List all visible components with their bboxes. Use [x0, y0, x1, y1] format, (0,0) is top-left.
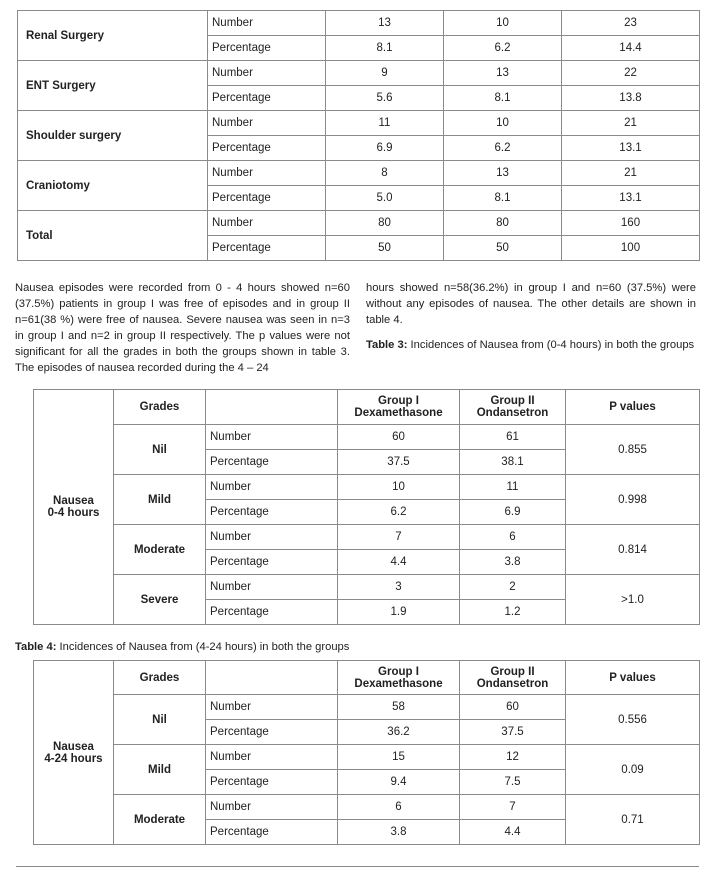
p-value: 0.998	[566, 475, 700, 525]
table-cell: 8	[326, 161, 444, 186]
p-value: 0.855	[566, 425, 700, 475]
caption-text: Incidences of Nausea from (4-24 hours) in both the groups	[56, 641, 350, 653]
row-type-label: Percentage	[206, 450, 338, 475]
table-row	[18, 111, 700, 136]
table-cell: 5.6	[326, 86, 444, 111]
table-cell: 4.4	[460, 820, 566, 845]
table-cell: 6	[460, 525, 566, 550]
table-row	[34, 575, 700, 600]
header-pvalues: P values	[566, 390, 700, 425]
row-type-label: Number	[206, 525, 338, 550]
table-cell: 7	[338, 525, 460, 550]
table-cell: 9	[326, 61, 444, 86]
body-paragraph-right: hours showed n=58(36.2%) in group I and n=60 (37.5%) were without any episodes of nausea. The other details are shown in table 4.	[366, 282, 696, 326]
table-cell: 6.2	[444, 136, 562, 161]
table-cell: 37.5	[460, 720, 566, 745]
row-type-label: Percentage	[206, 500, 338, 525]
row-type-label: Percentage	[208, 86, 326, 111]
grade-label: Nil	[114, 425, 206, 475]
table-row	[34, 425, 700, 450]
grade-label: Mild	[114, 745, 206, 795]
table-cell: 100	[562, 236, 700, 261]
header-group2: Group II Ondansetron	[460, 390, 566, 425]
table-cell: 1.9	[338, 600, 460, 625]
table-row	[34, 745, 700, 770]
row-label: Renal Surgery	[18, 11, 208, 61]
row-type-label: Percentage	[208, 236, 326, 261]
table-cell: 21	[562, 161, 700, 186]
table-cell: 13.1	[562, 186, 700, 211]
table-cell: 3.8	[460, 550, 566, 575]
table-cell: 36.2	[338, 720, 460, 745]
header-blank	[206, 390, 338, 425]
table-cell: 6.9	[460, 500, 566, 525]
table-cell: 12	[460, 745, 566, 770]
table-cell: 3.8	[338, 820, 460, 845]
table-cell: 14.4	[562, 36, 700, 61]
row-type-label: Percentage	[206, 550, 338, 575]
row-type-label: Number	[206, 475, 338, 500]
table-cell: 160	[562, 211, 700, 236]
table-cell: 8.1	[444, 186, 562, 211]
row-type-label: Percentage	[206, 600, 338, 625]
table-cell: 7	[460, 795, 566, 820]
row-type-label: Number	[208, 211, 326, 236]
table-cell: 13	[326, 11, 444, 36]
row-label: ENT Surgery	[18, 61, 208, 111]
caption-label: Table 3:	[366, 339, 408, 351]
row-type-label: Number	[206, 575, 338, 600]
table-cell: 11	[326, 111, 444, 136]
row-type-label: Number	[206, 745, 338, 770]
table-cell: 10	[338, 475, 460, 500]
table-cell: 5.0	[326, 186, 444, 211]
table-cell: 2	[460, 575, 566, 600]
table-cell: 23	[562, 11, 700, 36]
row-type-label: Percentage	[208, 186, 326, 211]
grade-label: Moderate	[114, 525, 206, 575]
table-cell: 6	[338, 795, 460, 820]
table-cell: 15	[338, 745, 460, 770]
header-group1: Group I Dexamethasone	[338, 390, 460, 425]
header-grades: Grades	[114, 390, 206, 425]
row-type-label: Percentage	[206, 720, 338, 745]
table-row	[34, 795, 700, 820]
table-cell: 37.5	[338, 450, 460, 475]
p-value: 0.814	[566, 525, 700, 575]
table-cell: 13.8	[562, 86, 700, 111]
p-value: 0.556	[566, 695, 700, 745]
row-type-label: Number	[208, 11, 326, 36]
table-cell: 1.2	[460, 600, 566, 625]
surgery-distribution-table	[17, 10, 700, 261]
side-label: Nausea 4-24 hours	[34, 661, 114, 845]
table-cell: 8.1	[444, 86, 562, 111]
table3-caption	[366, 337, 696, 353]
p-value: 0.71	[566, 795, 700, 845]
grade-label: Mild	[114, 475, 206, 525]
table-cell: 13.1	[562, 136, 700, 161]
body-paragraph-left: Nausea episodes were recorded from 0 - 4 hours showed n=60 (37.5%) patients in group I was free of episodes and in group II n=61(38 %) were free of nausea. Severe nausea was seen in n=3 in group I and n=2 in group II respectively. The p values were not significant for all the grades in both the groups shown in table 3. The episodes of nausea recorded during the 4 – 24	[15, 282, 350, 374]
row-label: Total	[18, 211, 208, 261]
table-cell: 80	[444, 211, 562, 236]
table-cell: 13	[444, 61, 562, 86]
row-type-label: Number	[206, 695, 338, 720]
table-cell: 38.1	[460, 450, 566, 475]
table-cell: 11	[460, 475, 566, 500]
table-cell: 50	[444, 236, 562, 261]
table4-caption	[15, 639, 695, 655]
table-cell: 6.9	[326, 136, 444, 161]
table-cell: 60	[460, 695, 566, 720]
grade-label: Nil	[114, 695, 206, 745]
table-row	[34, 695, 700, 720]
table-cell: 3	[338, 575, 460, 600]
header-group1: Group I Dexamethasone	[338, 661, 460, 695]
table3-nausea-0-4h	[33, 389, 700, 625]
table4-nausea-4-24h	[33, 660, 700, 845]
row-type-label: Number	[208, 111, 326, 136]
table-header-row	[34, 390, 700, 425]
table-cell: 10	[444, 11, 562, 36]
table-header-row	[34, 661, 700, 695]
table-row	[18, 61, 700, 86]
page-divider	[16, 866, 699, 867]
row-type-label: Number	[206, 795, 338, 820]
table-row	[18, 211, 700, 236]
caption-label: Table 4:	[15, 641, 57, 653]
caption-text: Incidences of Nausea from (0-4 hours) in both the groups	[407, 339, 695, 351]
table-cell: 7.5	[460, 770, 566, 795]
table-cell: 21	[562, 111, 700, 136]
row-type-label: Percentage	[206, 820, 338, 845]
table-cell: 58	[338, 695, 460, 720]
table-row	[18, 11, 700, 36]
p-value: >1.0	[566, 575, 700, 625]
header-blank	[206, 661, 338, 695]
p-value: 0.09	[566, 745, 700, 795]
table-cell: 4.4	[338, 550, 460, 575]
table-cell: 22	[562, 61, 700, 86]
grade-label: Severe	[114, 575, 206, 625]
row-label: Craniotomy	[18, 161, 208, 211]
table-cell: 50	[326, 236, 444, 261]
header-grades: Grades	[114, 661, 206, 695]
table-cell: 80	[326, 211, 444, 236]
row-type-label: Number	[208, 161, 326, 186]
table-cell: 6.2	[444, 36, 562, 61]
grade-label: Moderate	[114, 795, 206, 845]
row-type-label: Number	[208, 61, 326, 86]
table-row	[18, 161, 700, 186]
row-label: Shoulder surgery	[18, 111, 208, 161]
side-label: Nausea 0-4 hours	[34, 390, 114, 625]
header-pvalues: P values	[566, 661, 700, 695]
table-row	[34, 475, 700, 500]
table-cell: 9.4	[338, 770, 460, 795]
table-cell: 8.1	[326, 36, 444, 61]
row-type-label: Percentage	[206, 770, 338, 795]
header-group2: Group II Ondansetron	[460, 661, 566, 695]
table-cell: 10	[444, 111, 562, 136]
row-type-label: Percentage	[208, 36, 326, 61]
table-cell: 6.2	[338, 500, 460, 525]
row-type-label: Number	[206, 425, 338, 450]
table-cell: 61	[460, 425, 566, 450]
table-cell: 13	[444, 161, 562, 186]
table-cell: 60	[338, 425, 460, 450]
table-row	[34, 525, 700, 550]
row-type-label: Percentage	[208, 136, 326, 161]
